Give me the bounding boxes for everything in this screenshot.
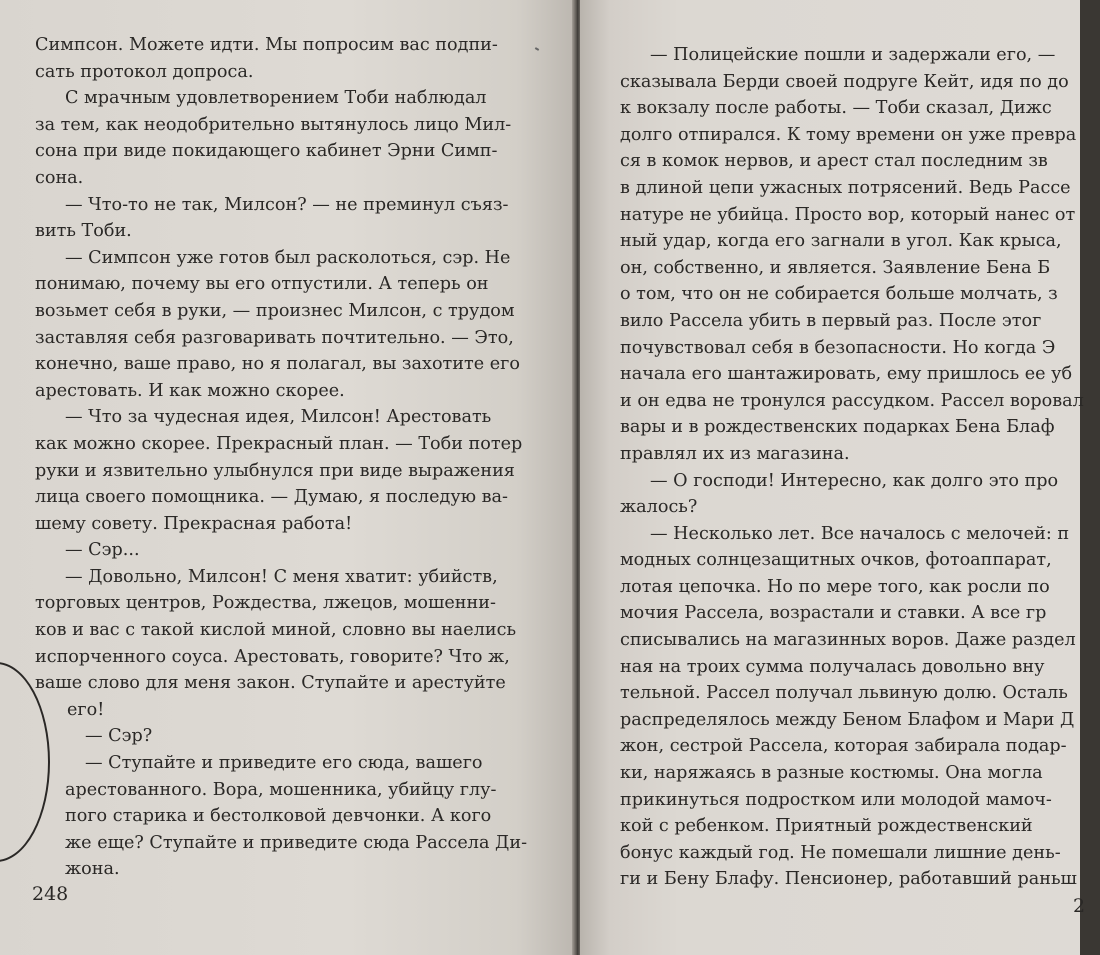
text-line: он, собственно, и является. Заявление Бена Б <box>620 257 1051 278</box>
text-line: вить Тоби. <box>35 221 132 242</box>
dust-speck <box>535 47 539 51</box>
text-line: пого старика и бестолковой девчонки. А кого <box>65 806 492 827</box>
text-line: долго отпирался. К тому времени он уже превра <box>620 124 1077 145</box>
text-line: — Сэр? <box>85 726 153 747</box>
text-line: — Полицейские пошли и задержали его, — <box>650 45 1056 65</box>
text-line: — Сэр... <box>65 540 140 561</box>
text-line: сона. <box>35 167 84 188</box>
text-line: ги и Бену Блафу. Пенсионер, работавший раньш <box>620 869 1077 890</box>
text-line: — Несколько лет. Все началось с мелочей: п <box>650 523 1070 544</box>
stamp-label <box>0 745 67 785</box>
text-line: вило Рассела убить в первый раз. После этог <box>620 310 1042 331</box>
text-line: бонус каждый год. Не помешали лишние день- <box>620 842 1061 863</box>
text-line: арестованного. Вора, мошенника, убийцу глу- <box>65 779 497 800</box>
text-line: модных солнцезащитных очков, фотоаппарат, <box>620 550 1052 571</box>
right-page <box>580 0 1086 955</box>
text-line: как можно скорее. Прекрасный план. — Тоби потер <box>35 433 523 454</box>
right-page-text <box>620 42 1100 893</box>
text-line: понимаю, почему вы его отпустили. А теперь он <box>35 274 489 295</box>
text-line: и он едва не тронулся рассудком. Рассел воровал <box>620 390 1084 411</box>
text-line: С мрачным удовлетворением Тоби наблюдал <box>65 88 487 109</box>
text-line: арестовать. И как можно скорее. <box>35 380 345 401</box>
text-line: правлял их из магазина. <box>620 443 850 464</box>
text-line: начала его шантажировать, ему пришлось ее уб <box>620 364 1073 385</box>
text-line: возьмет себя в руки, — произнес Милсон, с трудом <box>35 300 515 321</box>
text-line: заставляя себя разговаривать почтительно. — Это, <box>35 327 514 348</box>
text-line: вары и в рождественских подарках Бена Блаф <box>620 417 1055 438</box>
text-line: прикинуться подростком или молодой мамоч- <box>620 789 1052 810</box>
text-line: испорченного соуса. Арестовать, говорите? Что ж, <box>35 646 510 667</box>
text-line: почувствовал себя в безопасности. Но когда Э <box>620 337 1056 358</box>
text-line: ся в комок нервов, и арест стал последним зв <box>620 151 1048 172</box>
text-line: лотая цепочка. Но по мере того, как росли по <box>620 576 1050 597</box>
text-line: Симпсон. Можете идти. Мы попросим вас подпи- <box>35 35 498 55</box>
text-line: руки и язвительно улыбнулся при виде выражения <box>35 460 515 481</box>
text-line: жалось? <box>620 497 698 518</box>
text-line: сать протокол допроса. <box>35 61 254 82</box>
text-line: ки, наряжаясь в разные костюмы. Она могла <box>620 763 1043 784</box>
text-line: в длиной цепи ужасных потрясений. Ведь Рассе <box>620 177 1071 198</box>
text-line: кой с ребенком. Приятный рождественский <box>620 816 1033 837</box>
text-line: сказывала Берди своей подруге Кейт, идя по до <box>620 71 1069 92</box>
text-line: жон, сестрой Рассела, которая забирала подар- <box>620 736 1067 757</box>
text-line: — Ступайте и приведите его сюда, вашего <box>85 753 483 774</box>
text-line: — Довольно, Милсон! С меня хватит: убийств, <box>65 566 498 587</box>
text-line: ный удар, когда его загнали в угол. Как крыса, <box>620 231 1062 252</box>
text-line: ная на троих сумма получалась довольно вну <box>620 656 1045 677</box>
text-line: конечно, ваше право, но я полагал, вы захотите его <box>35 354 520 375</box>
page-number: 2 <box>1073 895 1086 917</box>
page-number: 248 <box>32 883 69 905</box>
text-line: сона при виде покидающего кабинет Эрни Симп- <box>35 141 498 162</box>
text-line: — О господи! Интересно, как долго это про <box>650 470 1059 491</box>
text-line: мочия Рассела, возрастали и ставки. А все гр <box>620 603 1047 624</box>
text-line: ков и вас с такой кислой миной, словно вы наелись <box>35 620 517 641</box>
text-line: торговых центров, Рождества, лжецов, мошенни- <box>35 593 496 614</box>
text-line: шему совету. Прекрасная работа! <box>35 513 353 534</box>
text-line: к вокзалу после работы. — Тоби сказал, Дижс <box>620 98 1052 119</box>
left-page-text <box>35 32 528 883</box>
text-line: же еще? Ступайте и приведите сюда Рассела Ди- <box>65 832 528 853</box>
text-line: распределялось между Беном Блафом и Мари Д <box>620 709 1075 730</box>
text-line: — Симпсон уже готов был расколоться, сэр. Не <box>65 247 511 268</box>
text-line: жона. <box>65 859 120 880</box>
text-line: — Что-то не так, Милсон? — не преминул съяз- <box>65 194 509 215</box>
text-line: о том, что он не собирается больше молчать, з <box>620 284 1058 305</box>
text-line: — Что за чудесная идея, Милсон! Арестовать <box>65 407 492 428</box>
text-line: списывались на магазинных воров. Даже раздел <box>620 630 1076 651</box>
text-line: за тем, как неодобрительно вытянулось лицо Мил- <box>35 114 512 135</box>
text-line: ваше слово для меня закон. Ступайте и арестуйте <box>35 673 506 694</box>
text-line: его! <box>67 699 105 720</box>
text-line: тельной. Рассел получал львиную долю. Осталь <box>620 683 1068 704</box>
text-line: лица своего помощника. — Думаю, я последую ва- <box>35 487 508 508</box>
text-line: натуре не убийца. Просто вор, который нанес от <box>620 204 1076 225</box>
